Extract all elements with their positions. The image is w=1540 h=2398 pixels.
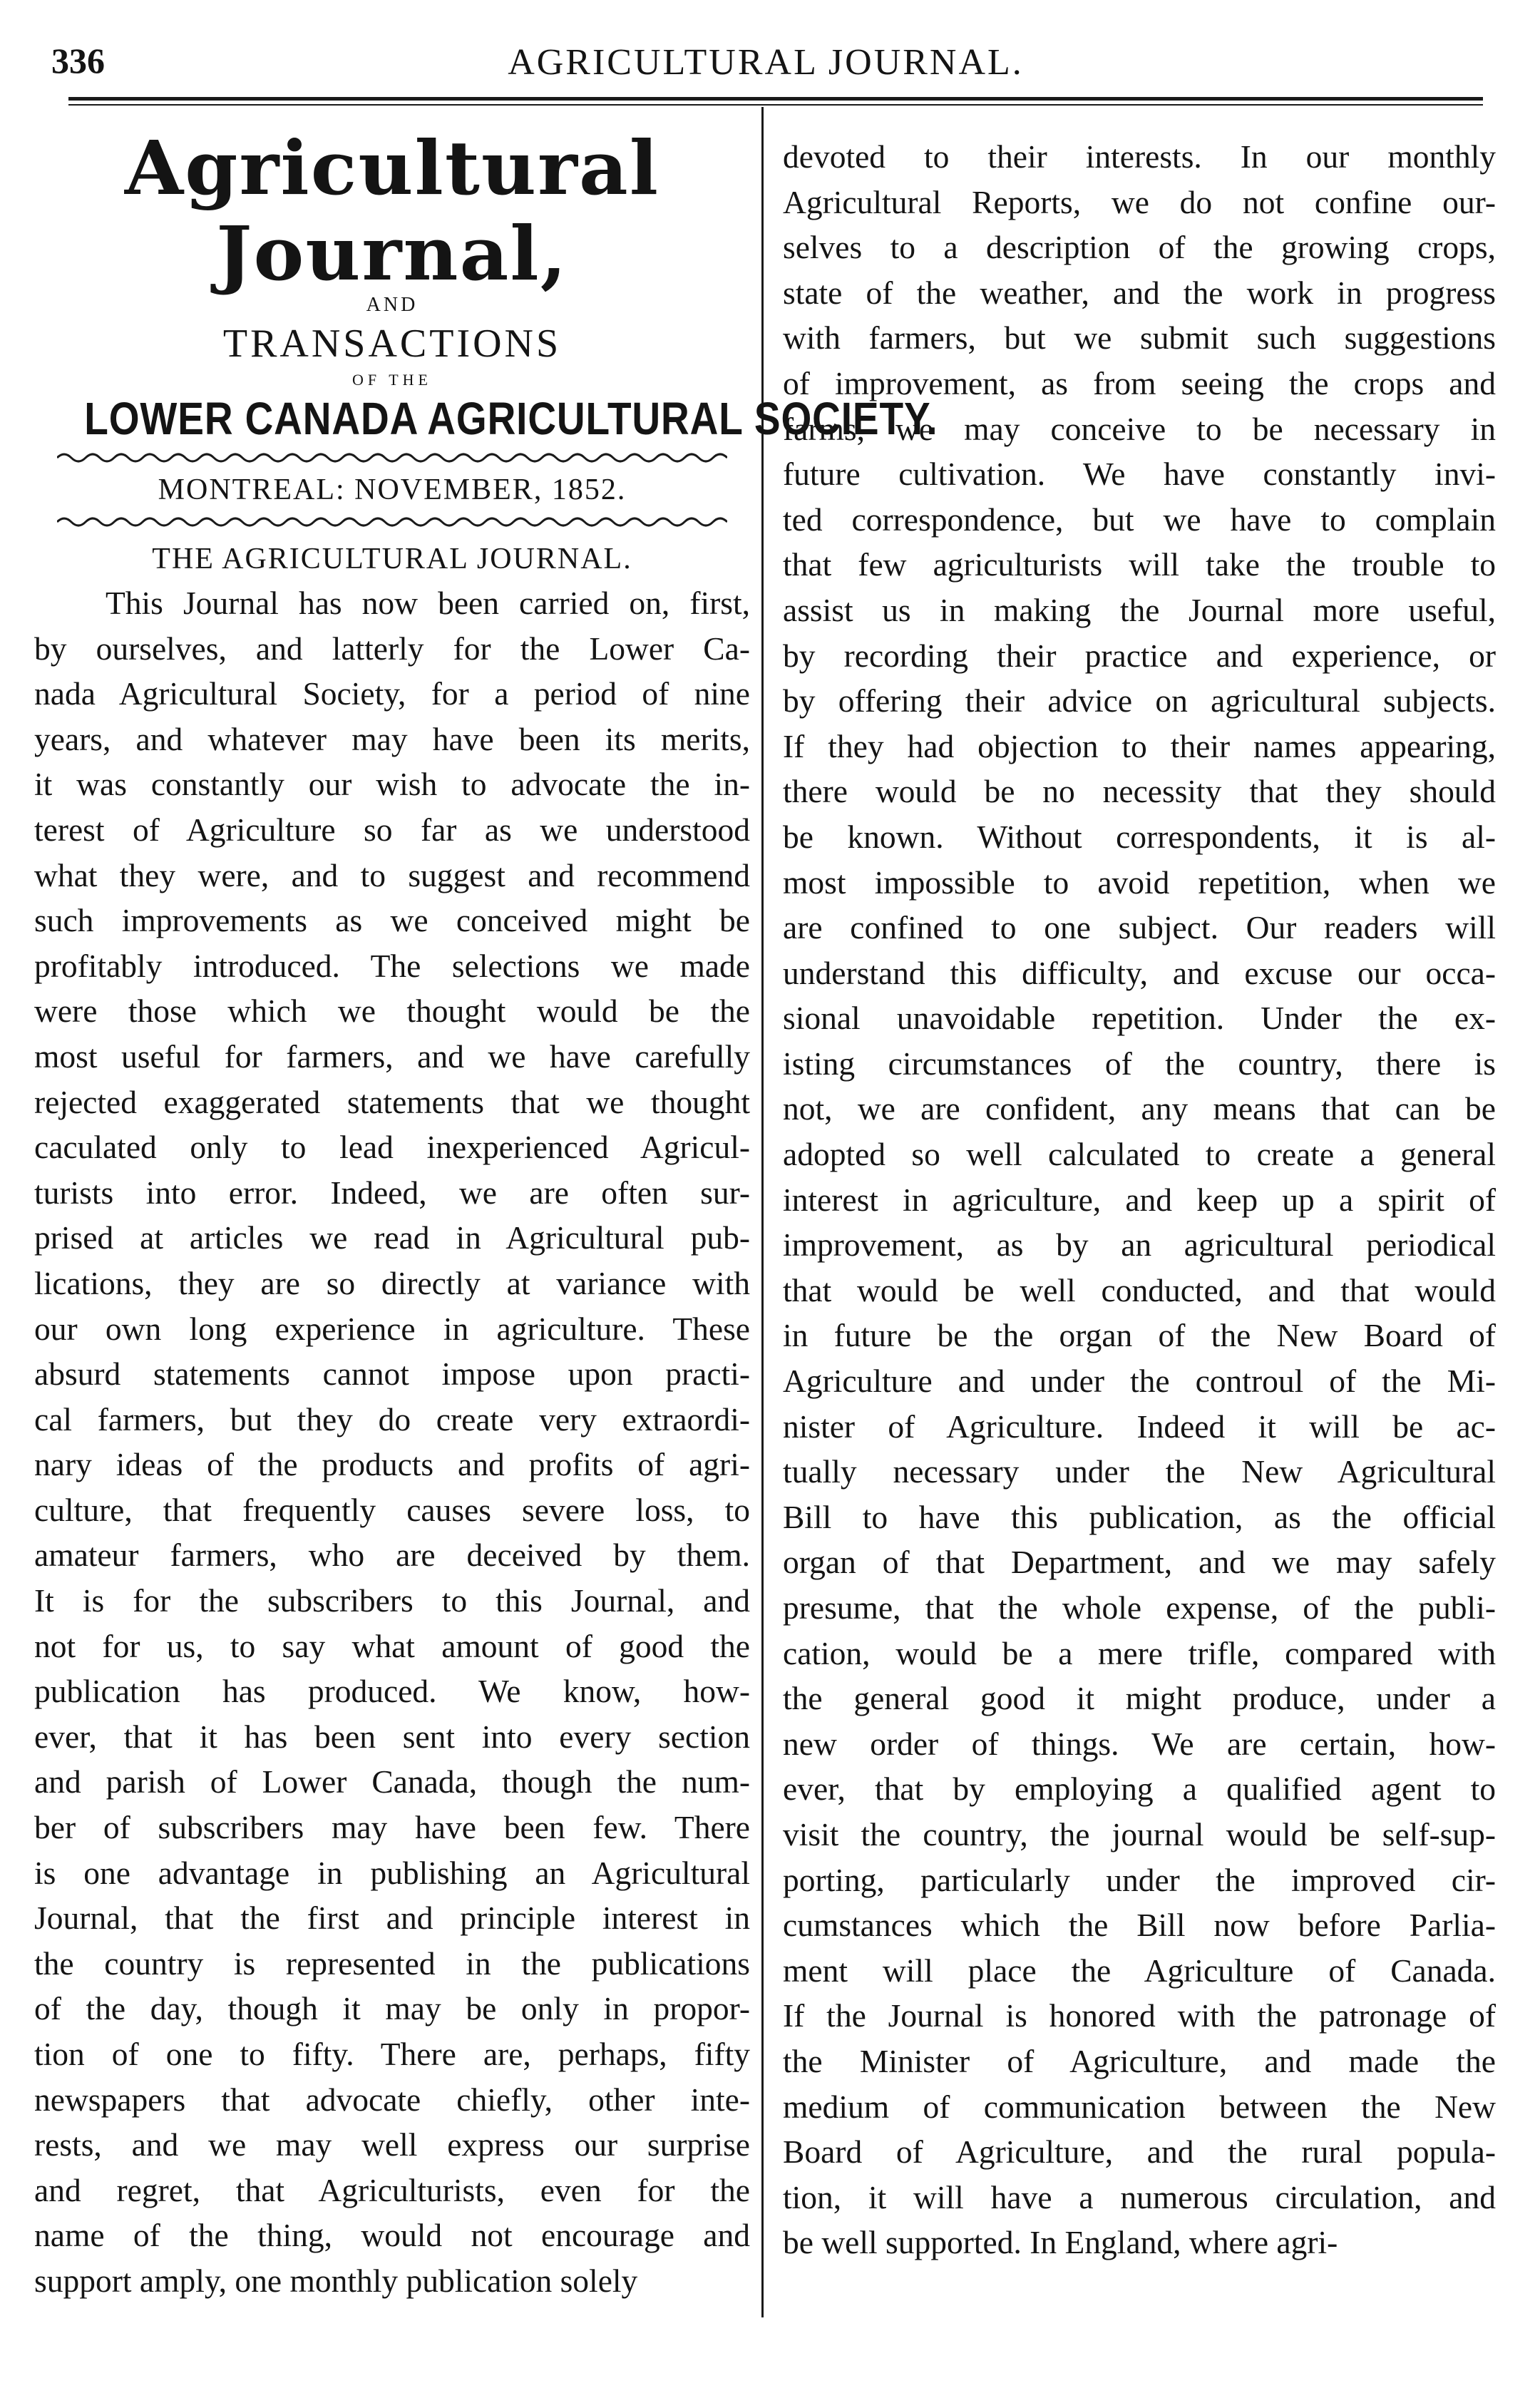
text-line: lications, they are so directly at variance with xyxy=(34,1264,750,1301)
text-line: Agricultural Reports, we do not confine our- xyxy=(783,183,1496,220)
text-line: interest in agriculture, and keep up a spirit of xyxy=(783,1181,1496,1218)
text-line: tion, it will have a numerous circulation, and xyxy=(783,2178,1496,2215)
text-line: of the day, though it may be only in propor- xyxy=(34,1990,750,2027)
text-line: with farmers, but we submit such suggestions xyxy=(783,319,1496,357)
text-line: cumstances which the Bill now before Parlia- xyxy=(783,1907,1496,1944)
text-line: not for us, to say what amount of good the xyxy=(34,1627,750,1664)
text-line: nister of Agriculture. Indeed it will be ac- xyxy=(783,1408,1496,1445)
text-line: porting, particularly under the improved cir- xyxy=(783,1861,1496,1898)
text-line: not, we are confident, any means that can be xyxy=(783,1090,1496,1127)
text-line: were those which we thought would be the xyxy=(34,993,750,1030)
text-line: and parish of Lower Canada, though the num- xyxy=(34,1763,750,1800)
right-column xyxy=(783,134,1496,2265)
wavy-rule xyxy=(57,449,727,466)
text-line: tion of one to fifty. There are, perhaps, fifty xyxy=(34,2036,750,2072)
text-line: rejected exaggerated statements that we thought xyxy=(34,1083,750,1120)
text-line: This Journal has now been carried on, first, xyxy=(106,585,750,621)
text-line: state of the weather, and the work in progress xyxy=(783,274,1496,311)
text-line: and regret, that Agriculturists, even for the xyxy=(34,2171,750,2208)
text-line: ted correspondence, but we have to complain xyxy=(783,501,1496,538)
text-line: most useful for farmers, and we have carefully xyxy=(34,1037,750,1075)
text-line: is one advantage in publishing an Agricultural xyxy=(34,1854,750,1891)
masthead-transactions: TRANSACTIONS xyxy=(222,322,562,366)
text-line: selves to a description of the growing crops, xyxy=(783,229,1496,266)
text-line: amateur farmers, who are deceived by them. xyxy=(34,1537,750,1574)
text-line: If they had objection to their names appearing, xyxy=(783,727,1496,764)
text-line: by ourselves, and latterly for the Lower Ca- xyxy=(34,630,750,667)
text-line: isting circumstances of the country, there is xyxy=(783,1045,1496,1082)
text-line: be well supported. In England, where agri- xyxy=(783,2224,1338,2261)
masthead-title: Agricultural Journal, xyxy=(124,124,660,297)
running-title: AGRICULTURAL JOURNAL. xyxy=(508,42,1024,83)
text-line: caculated only to lead inexperienced Agricul- xyxy=(34,1129,750,1166)
text-line: visit the country, the journal would be self-sup- xyxy=(783,1815,1496,1853)
text-line: Journal, that the first and principle interest in xyxy=(34,1900,750,1937)
running-head xyxy=(34,34,1497,91)
text-line: improvement, as by an agricultural periodical xyxy=(783,1226,1496,1264)
text-line: by offering their advice on agricultural subjects. xyxy=(783,682,1496,719)
text-line: by recording their practice and experience, or xyxy=(783,637,1496,674)
text-line: that few agriculturists will take the trouble to xyxy=(783,546,1496,583)
text-line: that would be well conducted, and that would xyxy=(783,1271,1496,1308)
text-line: it was constantly our wish to advocate the in- xyxy=(34,766,750,803)
text-line: prised at articles we read in Agricultural pub- xyxy=(34,1219,750,1256)
text-line: farms, we may conceive to be necessary in xyxy=(783,410,1496,447)
left-column xyxy=(34,123,938,2304)
text-line: Agriculture and under the controul of the Mi- xyxy=(783,1363,1496,1400)
text-line: terest of Agriculture so far as we understood xyxy=(34,811,750,848)
header-rule xyxy=(68,97,1483,101)
article-heading: THE AGRICULTURAL JOURNAL. xyxy=(152,543,632,575)
text-line: ment will place the Agriculture of Canada. xyxy=(783,1952,1496,1989)
text-line: what they were, and to suggest and recommend xyxy=(34,856,750,893)
text-line: It is for the subscribers to this Journal, and xyxy=(34,1582,750,1619)
text-line: rests, and we may well express our surprise xyxy=(34,2126,750,2163)
dateline: MONTREAL: NOVEMBER, 1852. xyxy=(158,473,627,506)
text-line: Board of Agriculture, and the rural popula- xyxy=(783,2133,1496,2171)
text-line: of improvement, as from seeing the crops and xyxy=(783,364,1496,401)
text-line: culture, that frequently causes severe loss, to xyxy=(34,1491,750,1528)
text-line: presume, that the whole expense, of the publi- xyxy=(783,1589,1496,1626)
text-line: are confined to one subject. Our readers will xyxy=(783,909,1496,946)
text-line: support amply, one monthly publication solely xyxy=(34,2262,638,2299)
text-line: organ of that Department, and we may safely xyxy=(783,1544,1496,1581)
text-line: nada Agricultural Society, for a period of nine xyxy=(34,675,750,712)
text-line: absurd statements cannot impose upon practi- xyxy=(34,1356,750,1393)
text-line: the Minister of Agriculture, and made the xyxy=(783,2042,1496,2079)
masthead xyxy=(34,124,938,580)
text-line: nary ideas of the products and profits of agri- xyxy=(34,1446,750,1483)
text-line: ber of subscribers may have been few. There xyxy=(34,1809,750,1846)
text-line: understand this difficulty, and excuse our occa- xyxy=(783,954,1496,991)
text-line: medium of communication between the New xyxy=(783,2088,1496,2125)
wavy-rule xyxy=(57,513,727,531)
text-line: years, and whatever may have been its merits, xyxy=(34,720,750,757)
text-line: the general good it might produce, under a xyxy=(783,1680,1496,1717)
left-body xyxy=(34,580,750,2304)
text-line: such improvements as we conceived might be xyxy=(34,902,750,939)
text-line: Bill to have this publication, as the official xyxy=(783,1498,1496,1535)
text-line: adopted so well calculated to create a general xyxy=(783,1136,1496,1173)
text-line: the country is represented in the publications xyxy=(34,1944,750,1982)
text-line: ever, that it has been sent into every section xyxy=(34,1718,750,1755)
text-line: there would be no necessity that they should xyxy=(783,773,1496,810)
text-line: tually necessary under the New Agricultural xyxy=(783,1453,1496,1490)
text-line: cal farmers, but they do create very extraordi- xyxy=(34,1400,750,1438)
text-line: turists into error. Indeed, we are often sur- xyxy=(34,1174,750,1211)
text-line: new order of things. We are certain, how- xyxy=(783,1725,1496,1762)
page-number: 336 xyxy=(51,41,105,81)
text-line: publication has produced. We know, how- xyxy=(34,1673,750,1710)
masthead-society: LOWER CANADA AGRICULTURAL SOCIETY. xyxy=(84,393,938,444)
right-body xyxy=(783,134,1496,2265)
text-line: newspapers that advocate chiefly, other inte- xyxy=(34,2081,750,2118)
text-line: our own long experience in agriculture. These xyxy=(34,1310,750,1347)
text-line: name of the thing, would not encourage and xyxy=(34,2217,750,2254)
masthead-and: AND xyxy=(366,294,419,316)
text-line: sional unavoidable repetition. Under the ex- xyxy=(783,1000,1496,1037)
text-line: future cultivation. We have constantly invi- xyxy=(783,456,1496,493)
text-line: ever, that by employing a qualified agent to xyxy=(783,1771,1496,1808)
text-line: cation, would be a mere trifle, compared with xyxy=(783,1634,1496,1671)
text-line: If the Journal is honored with the patronage of xyxy=(783,1997,1496,2034)
text-line: in future be the organ of the New Board of xyxy=(783,1317,1496,1354)
text-line: devoted to their interests. In our monthly xyxy=(783,138,1496,175)
masthead-of-the: OF THE xyxy=(352,371,432,389)
text-line: assist us in making the Journal more useful, xyxy=(783,591,1496,628)
header-rule-thin xyxy=(68,104,1483,106)
text-line: be known. Without correspondents, it is al- xyxy=(783,818,1496,855)
text-line: most impossible to avoid repetition, when we xyxy=(783,864,1496,901)
text-line: profitably introduced. The selections we made xyxy=(34,947,750,984)
